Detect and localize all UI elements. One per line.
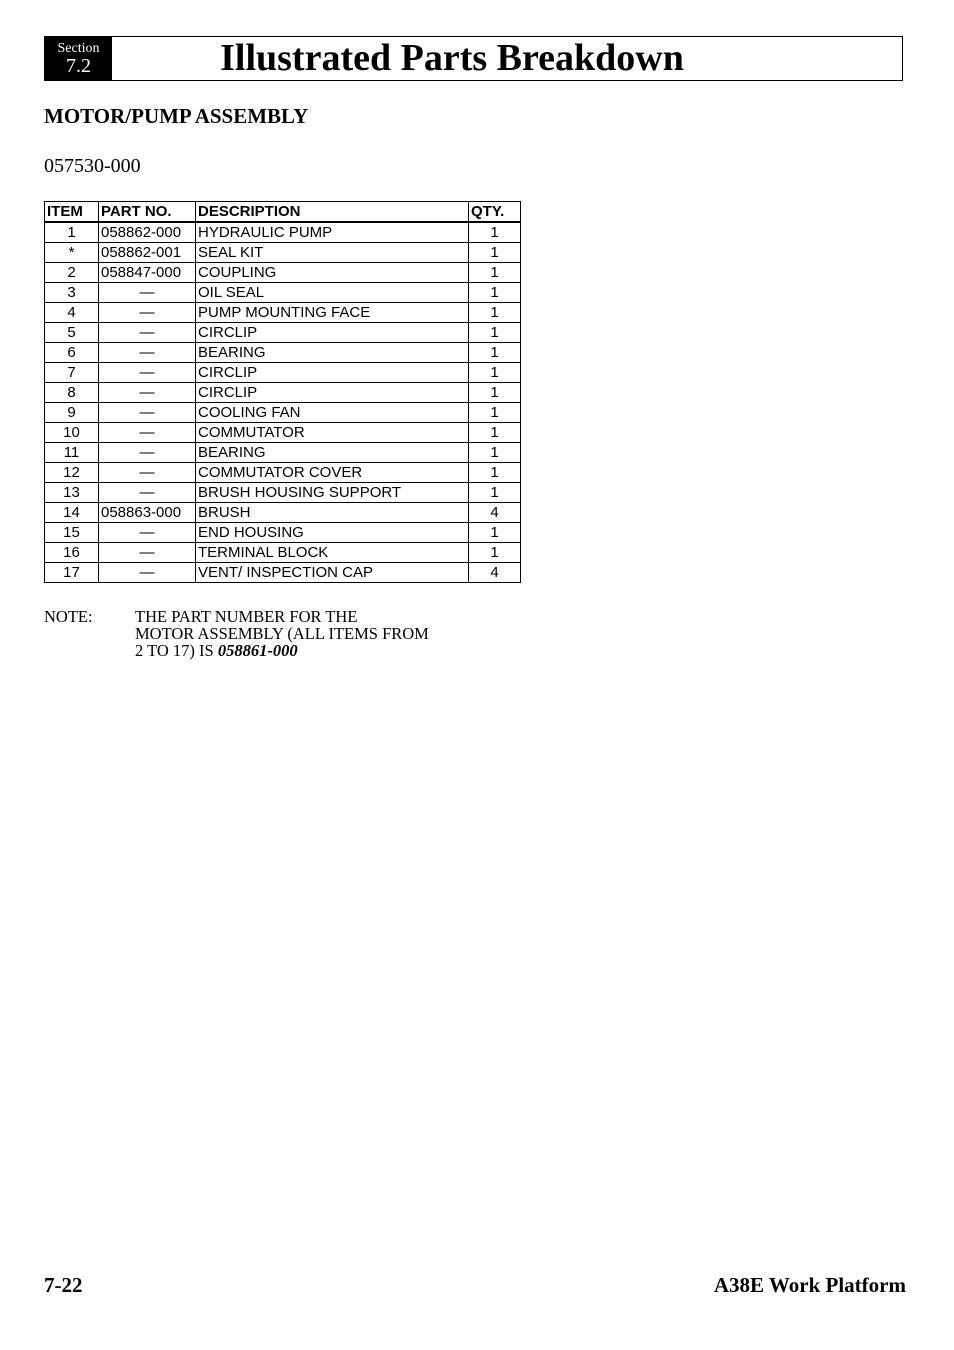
table-row: [45, 403, 521, 423]
page-number: 7-22: [44, 1273, 83, 1297]
part-number-cell: —: [99, 303, 196, 323]
qty-cell: 1: [469, 222, 521, 243]
item-cell: 11: [45, 443, 99, 463]
header-item: ITEM: [45, 202, 99, 223]
description-cell: COUPLING: [196, 263, 469, 283]
part-number-cell: —: [99, 483, 196, 503]
table-row: [45, 263, 521, 283]
header-description: DESCRIPTION: [196, 202, 469, 223]
item-cell: 6: [45, 343, 99, 363]
part-number-cell: 058862-001: [99, 243, 196, 263]
item-cell: 16: [45, 543, 99, 563]
qty-cell: 1: [469, 403, 521, 423]
qty-cell: 1: [469, 383, 521, 403]
item-cell: 7: [45, 363, 99, 383]
item-cell: 2: [45, 263, 99, 283]
qty-cell: 1: [469, 303, 521, 323]
note-body: [135, 608, 535, 659]
item-cell: 10: [45, 423, 99, 443]
description-cell: OIL SEAL: [196, 283, 469, 303]
item-cell: *: [45, 243, 99, 263]
description-cell: COMMUTATOR COVER: [196, 463, 469, 483]
assembly-number: 057530-000: [44, 155, 141, 177]
table-row: [45, 243, 521, 263]
description-cell: COMMUTATOR: [196, 423, 469, 443]
note-line-2: MOTOR ASSEMBLY (ALL ITEMS FROM: [135, 624, 429, 643]
part-number-cell: 058862-000: [99, 222, 196, 243]
header-qty: QTY.: [469, 202, 521, 223]
qty-cell: 1: [469, 483, 521, 503]
motor-assembly-part-number: 058861-000: [217, 641, 298, 660]
table-row: [45, 503, 521, 523]
item-cell: 15: [45, 523, 99, 543]
description-cell: PUMP MOUNTING FACE: [196, 303, 469, 323]
item-cell: 4: [45, 303, 99, 323]
part-number-cell: —: [99, 543, 196, 563]
product-name: A38E Work Platform: [713, 1273, 906, 1297]
qty-cell: 1: [469, 443, 521, 463]
note-line-1: THE PART NUMBER FOR THE: [135, 607, 358, 626]
qty-cell: 1: [469, 523, 521, 543]
description-cell: CIRCLIP: [196, 383, 469, 403]
table-row: [45, 523, 521, 543]
table-row: [45, 543, 521, 563]
qty-cell: 1: [469, 263, 521, 283]
assembly-title: MOTOR/PUMP ASSEMBLY: [44, 104, 309, 128]
item-cell: 9: [45, 403, 99, 423]
parts-table-body: [45, 222, 521, 583]
qty-cell: 1: [469, 423, 521, 443]
header-part-no: PART NO.: [99, 202, 196, 223]
item-cell: 12: [45, 463, 99, 483]
table-row: [45, 483, 521, 503]
section-number: 7.2: [66, 55, 91, 77]
table-row: [45, 563, 521, 583]
qty-cell: 1: [469, 463, 521, 483]
part-number-cell: 058847-000: [99, 263, 196, 283]
item-cell: 1: [45, 222, 99, 243]
description-cell: BEARING: [196, 343, 469, 363]
qty-cell: 1: [469, 243, 521, 263]
part-number-cell: —: [99, 523, 196, 543]
description-cell: HYDRAULIC PUMP: [196, 222, 469, 243]
qty-cell: 4: [469, 503, 521, 523]
table-row: [45, 303, 521, 323]
description-cell: BRUSH HOUSING SUPPORT: [196, 483, 469, 503]
description-cell: CIRCLIP: [196, 323, 469, 343]
note-label: NOTE:: [44, 607, 93, 626]
part-number-cell: —: [99, 363, 196, 383]
part-number-cell: 058863-000: [99, 503, 196, 523]
item-cell: 8: [45, 383, 99, 403]
part-number-cell: —: [99, 443, 196, 463]
table-row: [45, 443, 521, 463]
description-cell: COOLING FAN: [196, 403, 469, 423]
description-cell: CIRCLIP: [196, 363, 469, 383]
item-cell: 13: [45, 483, 99, 503]
page-title: Illustrated Parts Breakdown: [220, 37, 684, 79]
section-badge: [45, 37, 112, 80]
item-cell: 3: [45, 283, 99, 303]
description-cell: VENT/ INSPECTION CAP: [196, 563, 469, 583]
table-header-row: [45, 202, 521, 223]
description-cell: SEAL KIT: [196, 243, 469, 263]
table-row: [45, 463, 521, 483]
qty-cell: 1: [469, 343, 521, 363]
qty-cell: 1: [469, 363, 521, 383]
header-box: [44, 36, 903, 81]
description-cell: END HOUSING: [196, 523, 469, 543]
table-row: [45, 222, 521, 243]
note-line-3-prefix: 2 TO 17) IS: [135, 641, 218, 660]
table-row: [45, 363, 521, 383]
part-number-cell: —: [99, 343, 196, 363]
qty-cell: 1: [469, 283, 521, 303]
part-number-cell: —: [99, 323, 196, 343]
description-cell: BEARING: [196, 443, 469, 463]
qty-cell: 1: [469, 543, 521, 563]
section-label: Section: [57, 41, 100, 56]
table-row: [45, 323, 521, 343]
note-line-3: [135, 642, 535, 659]
part-number-cell: —: [99, 283, 196, 303]
parts-table: [44, 201, 521, 583]
qty-cell: 1: [469, 323, 521, 343]
qty-cell: 4: [469, 563, 521, 583]
description-cell: TERMINAL BLOCK: [196, 543, 469, 563]
table-row: [45, 283, 521, 303]
part-number-cell: —: [99, 403, 196, 423]
part-number-cell: —: [99, 463, 196, 483]
table-row: [45, 343, 521, 363]
part-number-cell: —: [99, 563, 196, 583]
item-cell: 17: [45, 563, 99, 583]
part-number-cell: —: [99, 383, 196, 403]
description-cell: BRUSH: [196, 503, 469, 523]
item-cell: 5: [45, 323, 99, 343]
item-cell: 14: [45, 503, 99, 523]
table-row: [45, 423, 521, 443]
part-number-cell: —: [99, 423, 196, 443]
table-row: [45, 383, 521, 403]
